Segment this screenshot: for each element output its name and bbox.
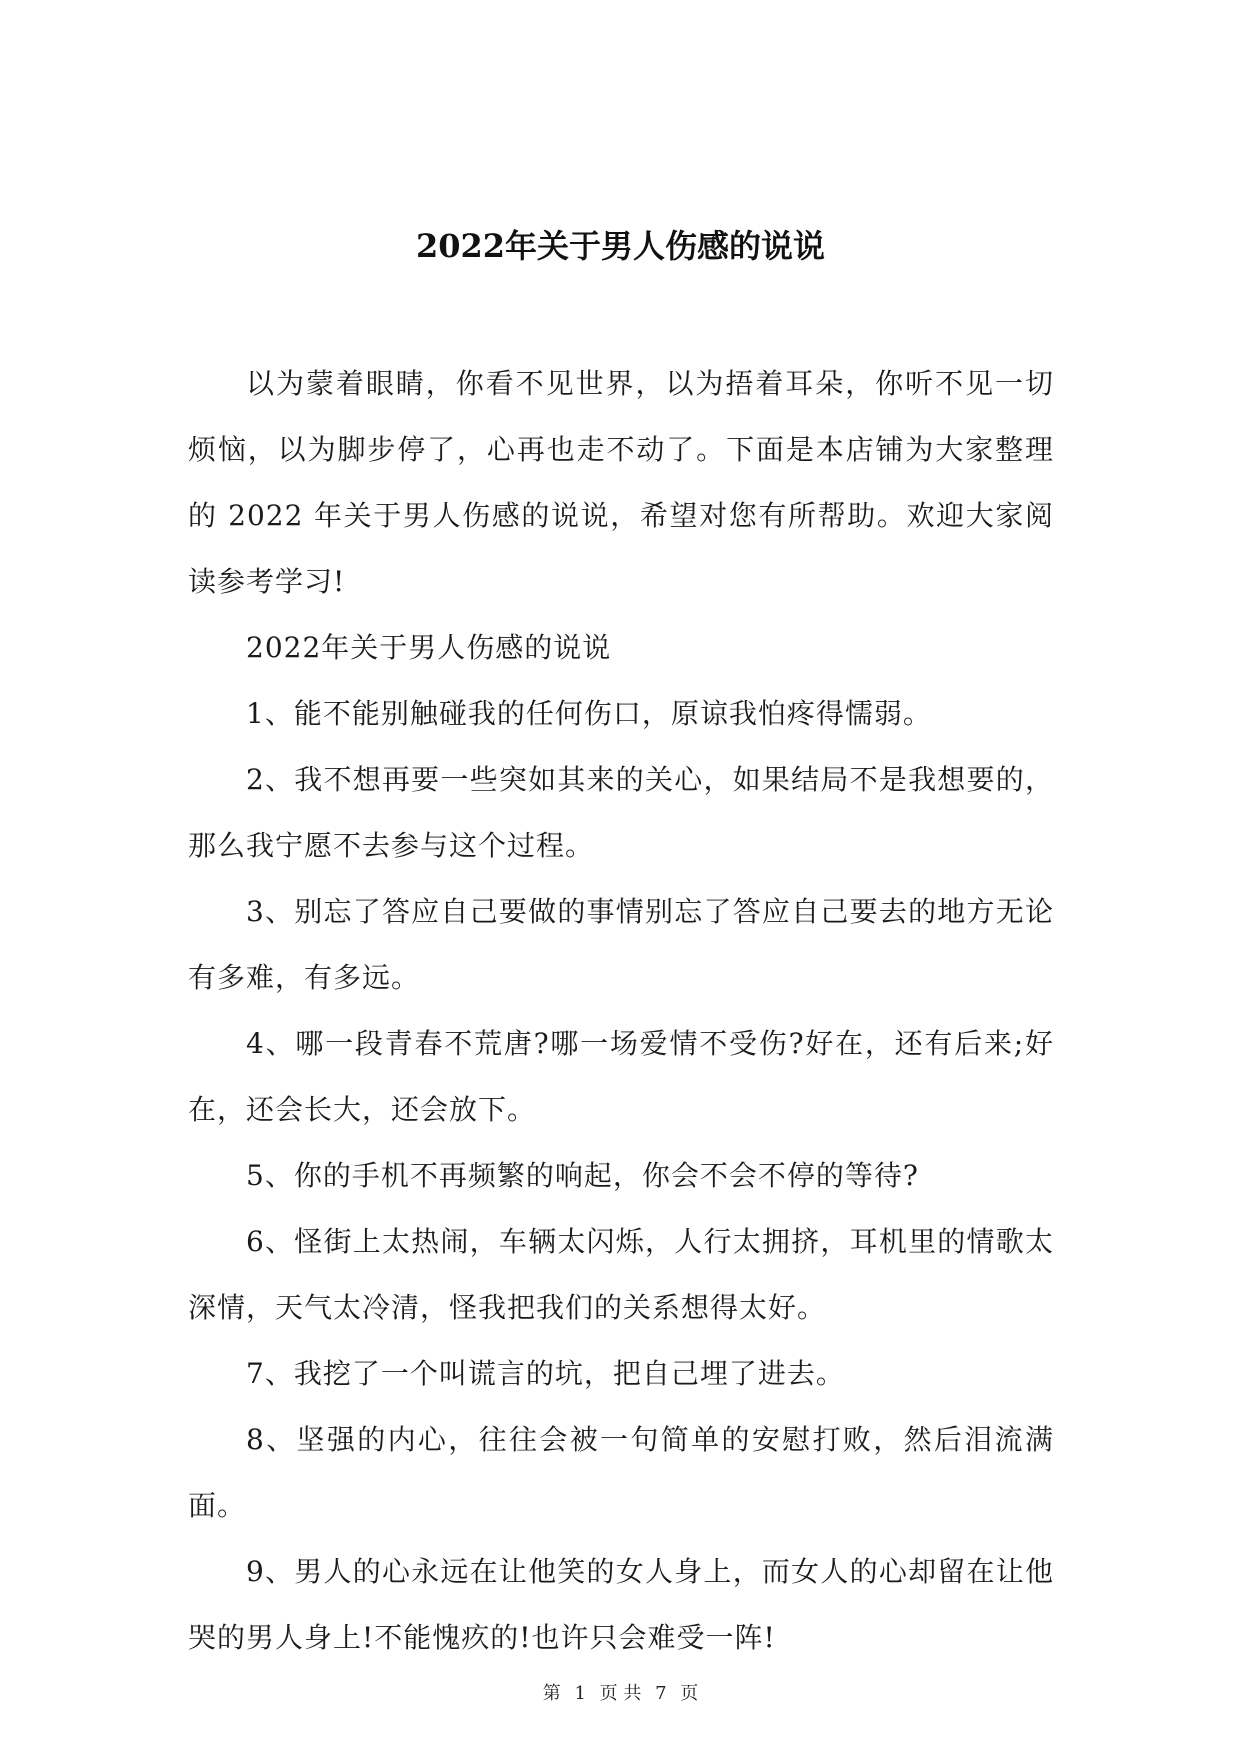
section-heading: 2022年关于男人伤感的说说 <box>246 631 612 664</box>
footer-page-number: 1 <box>574 1683 586 1704</box>
document-title: 2022年关于男人伤感的说说 <box>415 227 826 265</box>
intro-paragraph: 以为蒙着眼睛，你看不见世界，以为捂着耳朵，你听不见一切烦恼，以为脚步停了，心再也走不动了。下面是本店铺为大家整理的 2022 年关于男人伤感的说说，希望对您有所帮助。欢迎大家阅读参考学习! <box>188 367 1054 598</box>
list-item: 6、怪街上太热闹，车辆太闪烁，人行太拥挤，耳机里的情歌太深情，天气太冷清，怪我把我们的关系想得太好。 <box>188 1225 1054 1324</box>
list-item: 9、男人的心永远在让他笑的女人身上，而女人的心却留在让他哭的男人身上!不能愧疚的!也许只会难受一阵! <box>188 1555 1054 1654</box>
footer-prefix: 第 <box>542 1683 561 1704</box>
list-item: 2、我不想再要一些突如其来的关心，如果结局不是我想要的，那么我宁愿不去参与这个过程。 <box>188 763 1054 862</box>
footer-suffix: 页 <box>680 1683 699 1704</box>
list-item: 1、能不能别触碰我的任何伤口，原谅我怕疼得懦弱。 <box>246 697 932 730</box>
list-item: 8、坚强的内心，往往会被一句简单的安慰打败，然后泪流满面。 <box>188 1423 1054 1522</box>
page-footer <box>0 1682 1241 1706</box>
footer-middle: 页 共 <box>599 1683 642 1704</box>
list-item: 7、我挖了一个叫谎言的坑，把自己埋了进去。 <box>246 1357 845 1390</box>
document-body <box>188 351 1054 1671</box>
footer-total-pages: 7 <box>655 1683 667 1704</box>
list-item: 4、哪一段青春不荒唐?哪一场爱情不受伤?好在，还有后来;好在，还会长大，还会放下。 <box>188 1027 1054 1126</box>
list-item: 3、别忘了答应自己要做的事情别忘了答应自己要去的地方无论有多难，有多远。 <box>188 895 1054 994</box>
list-item: 5、你的手机不再频繁的响起，你会不会不停的等待? <box>246 1159 919 1192</box>
